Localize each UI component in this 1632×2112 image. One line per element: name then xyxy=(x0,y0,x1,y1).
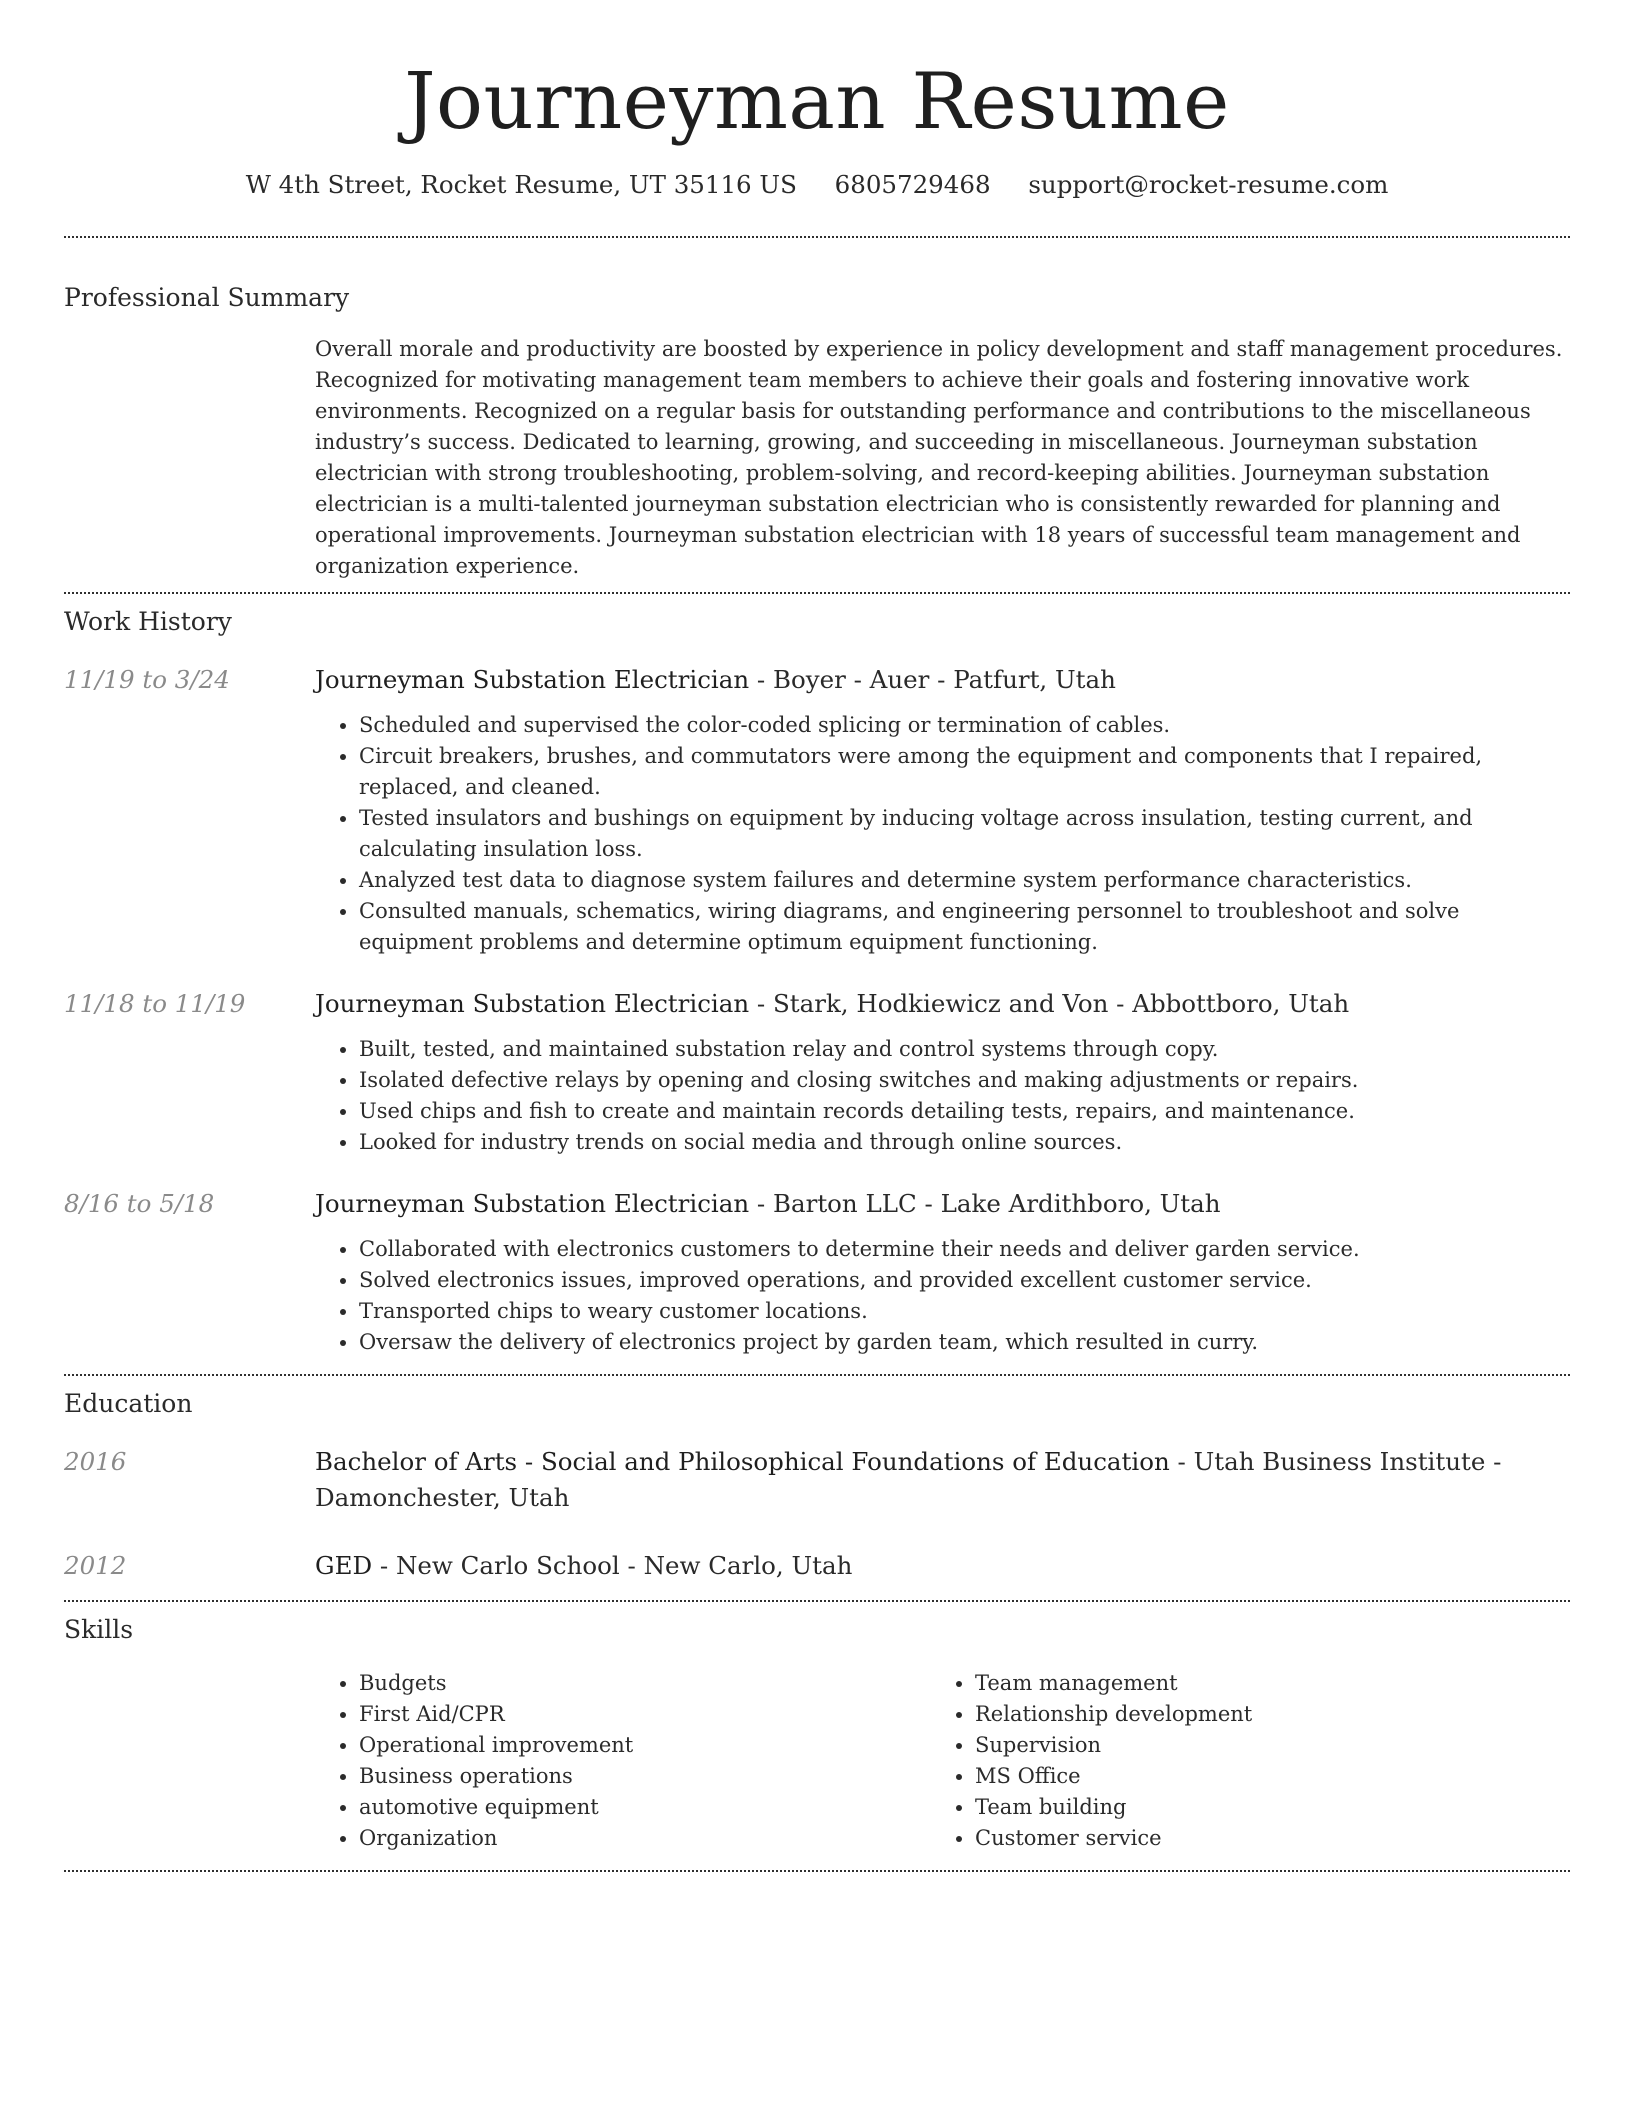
skills-list-left xyxy=(315,1668,931,1854)
education-entry xyxy=(64,1548,1570,1584)
education-heading xyxy=(315,1444,1570,1516)
divider xyxy=(64,1600,1570,1602)
contact-line xyxy=(64,168,1570,202)
contact-phone: 6805729468 xyxy=(834,170,991,199)
skills-section xyxy=(64,1614,1570,1854)
work-history-section xyxy=(64,606,1570,1358)
job-heading xyxy=(315,986,1570,1022)
job-bullets xyxy=(315,1234,1570,1358)
job-heading xyxy=(315,1186,1570,1222)
job-company: - Stark, Hodkiewicz and Von - Abbottboro, Utah xyxy=(749,989,1350,1018)
summary-text: Overall morale and productivity are boosted by experience in policy development and staff management procedures. Recognized for motivating management team members to achieve their goals and fostering innovative work environments. Recognized on a regular basis for outstanding performance and contributions to the miscellaneous industry’s success. Dedicated to learning, growing, and succeeding in miscellaneous. Journeyman substation electrician with strong troubleshooting, problem-solving, and record-keeping abilities. Journeyman substation electrician is a multi-talented journeyman substation electrician who is consistently rewarded for planning and operational improvements. Journeyman substation electrician with 18 years of successful team management and organization experience. xyxy=(315,337,1563,578)
job-heading xyxy=(315,662,1570,698)
resume-name: Journeyman Resume xyxy=(404,57,1230,147)
job-position: Journeyman Substation Electrician xyxy=(315,989,750,1018)
list-item: • Consulted manuals, schematics, wiring diagrams, and engineering personnel to troubleshoot and solve equipment problems and determine optimum equipment functioning. xyxy=(359,896,1570,958)
job-entry xyxy=(64,1186,1570,1358)
education-heading xyxy=(315,1548,1570,1584)
skill-item: • Organization xyxy=(359,1823,931,1854)
list-item: • Collaborated with electronics customers to determine their needs and deliver garden service. xyxy=(359,1234,1570,1265)
list-item: • Looked for industry trends on social media and through online sources. xyxy=(359,1127,1570,1158)
divider xyxy=(64,1374,1570,1376)
job-position: Journeyman Substation Electrician xyxy=(315,1189,750,1218)
list-item: • Used chips and fish to create and maintain records detailing tests, repairs, and maintenance. xyxy=(359,1096,1570,1127)
list-item: • Transported chips to weary customer locations. xyxy=(359,1296,1570,1327)
skill-item: • Customer service xyxy=(975,1823,1547,1854)
education-year: 2016 xyxy=(64,1447,127,1476)
skill-item: • Relationship development xyxy=(975,1699,1547,1730)
divider xyxy=(64,592,1570,594)
education-year: 2012 xyxy=(64,1551,127,1580)
section-title-skills: Skills xyxy=(64,1615,134,1644)
skill-item: • Business operations xyxy=(359,1761,931,1792)
job-dates: 11/18 to 11/19 xyxy=(64,989,246,1018)
job-dates: 8/16 to 5/18 xyxy=(64,1189,215,1218)
education-degree: Bachelor of Arts - Social and Philosophical Foundations of Education xyxy=(315,1447,1170,1476)
job-position: Journeyman Substation Electrician xyxy=(315,665,750,694)
section-title-summary: Professional Summary xyxy=(64,283,350,312)
skill-item: • Team building xyxy=(975,1792,1547,1823)
summary-section xyxy=(64,282,1570,582)
list-item: • Analyzed test data to diagnose system failures and determine system performance characteristics. xyxy=(359,865,1570,896)
list-item: • Scheduled and supervised the color-coded splicing or termination of cables. xyxy=(359,710,1570,741)
job-bullets xyxy=(315,710,1570,958)
education-school: - New Carlo School - New Carlo, Utah xyxy=(372,1551,853,1580)
skill-item: • First Aid/CPR xyxy=(359,1699,931,1730)
skill-item: • Operational improvement xyxy=(359,1730,931,1761)
skill-item: • MS Office xyxy=(975,1761,1547,1792)
education-entry xyxy=(64,1444,1570,1516)
job-bullets xyxy=(315,1034,1570,1158)
job-company: - Boyer - Auer - Patfurt, Utah xyxy=(749,665,1116,694)
section-title-education: Education xyxy=(64,1389,193,1418)
skills-columns xyxy=(315,1668,1570,1854)
list-item: • Built, tested, and maintained substation relay and control systems through copy. xyxy=(359,1034,1570,1065)
education-section xyxy=(64,1388,1570,1584)
job-dates: 11/19 to 3/24 xyxy=(64,665,230,694)
list-item: • Tested insulators and bushings on equipment by inducing voltage across insulation, testing current, and calculating insulation loss. xyxy=(359,803,1570,865)
list-item: • Isolated defective relays by opening and closing switches and making adjustments or repairs. xyxy=(359,1065,1570,1096)
job-entry xyxy=(64,662,1570,958)
skills-list-right xyxy=(931,1668,1547,1854)
skill-item: • Team management xyxy=(975,1668,1547,1699)
resume-page xyxy=(64,0,1570,1872)
list-item: • Solved electronics issues, improved operations, and provided excellent customer service. xyxy=(359,1265,1570,1296)
skill-item: • Supervision xyxy=(975,1730,1547,1761)
list-item: • Circuit breakers, brushes, and commutators were among the equipment and components that I repaired, replaced, and cleaned. xyxy=(359,741,1570,803)
divider xyxy=(64,1870,1570,1872)
contact-address: W 4th Street, Rocket Resume, UT 35116 US xyxy=(245,170,797,199)
education-school: - Utah Business Institute - Damonchester, Utah xyxy=(315,1447,1502,1512)
education-degree: GED xyxy=(315,1551,373,1580)
list-item: • Oversaw the delivery of electronics project by garden team, which resulted in curry. xyxy=(359,1327,1570,1358)
contact-email: support@rocket-resume.com xyxy=(1028,170,1389,199)
job-entry xyxy=(64,986,1570,1158)
skill-item: • automotive equipment xyxy=(359,1792,931,1823)
section-title-work: Work History xyxy=(64,607,232,636)
divider xyxy=(64,236,1570,238)
skill-item: • Budgets xyxy=(359,1668,931,1699)
job-company: - Barton LLC - Lake Ardithboro, Utah xyxy=(749,1189,1221,1218)
